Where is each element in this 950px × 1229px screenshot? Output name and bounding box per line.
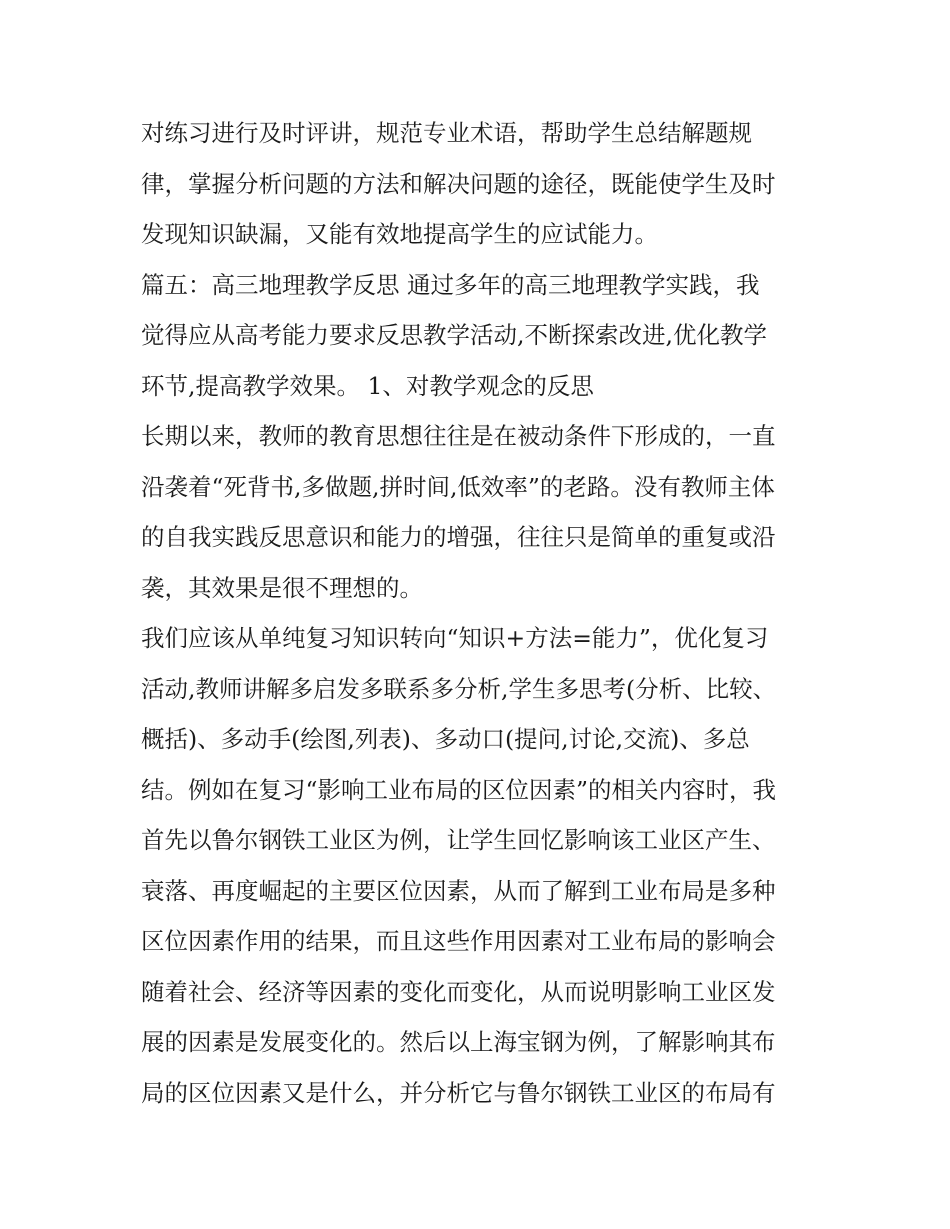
- text-line: 觉得应从高考能力要求反思教学活动,不断探索改进,优化教学: [141, 321, 767, 349]
- text-line: 活动,教师讲解多启发多联系多分析,学生多思考(分析、比较、: [141, 674, 777, 703]
- text-line: 结。例如在复习“影响工业布局的区位因素”的相关内容时，我: [141, 775, 777, 804]
- section-heading-line: 篇五：高三地理教学反思 通过多年的高三地理教学实践，我: [141, 270, 760, 299]
- text-line: 展的因素是发展变化的。然后以上海宝钢为例，了解影响其布: [141, 1028, 776, 1056]
- text-line: 我们应该从单纯复习知识转向“知识+方法=能力”，优化复习: [141, 624, 769, 652]
- text-line: 首先以鲁尔钢铁工业区为例，让学生回忆影响该工业区产生、: [141, 826, 776, 854]
- text-line: 的自我实践反思意识和能力的增强，往往只是简单的重复或沿: [141, 523, 776, 551]
- document-body: [141, 108, 821, 1118]
- text-line: 衰落、再度崛起的主要区位因素，从而了解到工业布局是多种: [141, 876, 776, 905]
- text-line: 长期以来，教师的教育思想往往是在被动条件下形成的，一直: [141, 422, 776, 450]
- text-line: 概括)、多动手(绘图,列表)、多动口(提问,讨论,交流)、多总: [141, 725, 750, 753]
- text-line: 对练习进行及时评讲，规范专业术语，帮助学生总结解题规: [141, 119, 752, 147]
- text-line: 局的区位因素又是什么，并分析它与鲁尔钢铁工业区的布局有: [141, 1078, 776, 1107]
- text-line: 律，掌握分析问题的方法和解决问题的途径，既能使学生及时: [141, 169, 776, 198]
- text-line: 沿袭着“死背书,多做题,拼时间,低效率”的老路。没有教师主体: [141, 472, 775, 501]
- text-line: 随着社会、经济等因素的变化而变化，从而说明影响工业区发: [141, 977, 776, 1006]
- text-line: 环节,提高教学效果。 1、对教学观念的反思: [141, 371, 594, 400]
- text-line: 袭，其效果是很不理想的。: [141, 573, 423, 602]
- text-line: 区位因素作用的结果，而且这些作用因素对工业布局的影响会: [141, 927, 776, 955]
- text-line: 发现知识缺漏，又能有效地提高学生的应试能力。: [141, 220, 658, 248]
